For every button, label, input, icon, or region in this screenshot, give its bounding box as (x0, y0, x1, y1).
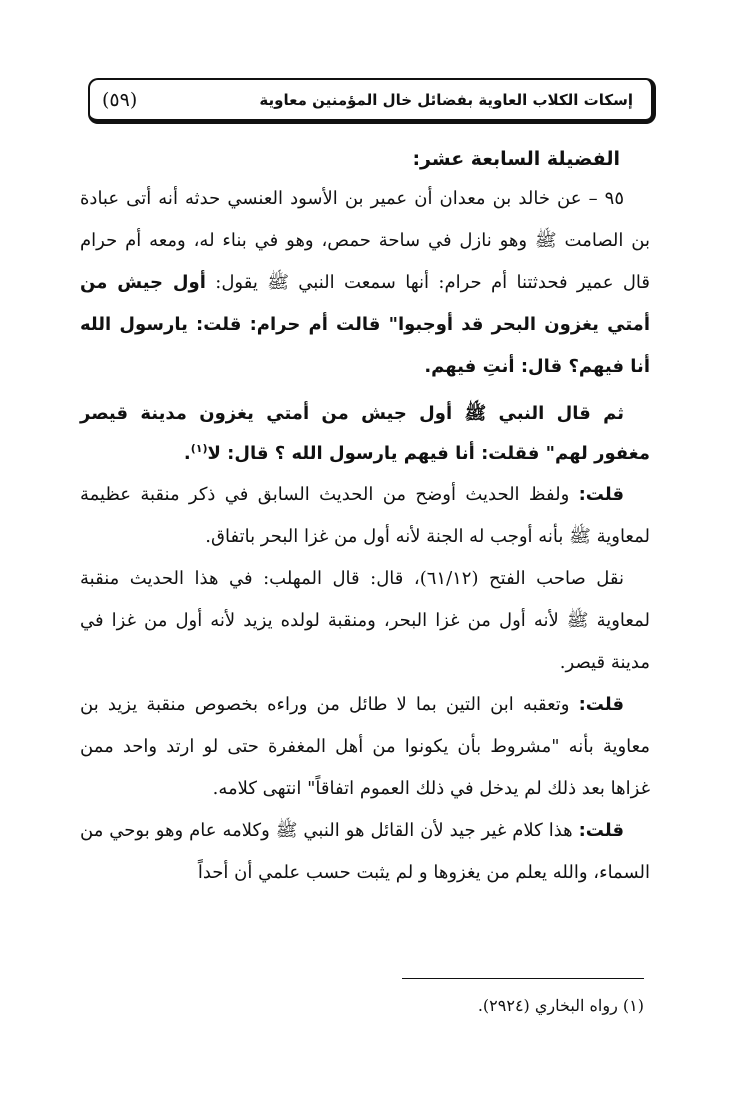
commentary-paragraph-2 (80, 684, 650, 810)
bold-paragraph-end: . (183, 443, 191, 464)
commentary-paragraph-1 (80, 474, 650, 558)
footnote: (١) رواه البخاري (٢٩٢٤). (477, 996, 644, 1015)
footnote-reference: (١) (190, 442, 208, 455)
hadith-number: ٩٥ – (588, 188, 624, 209)
commentary-label: قلت: (578, 820, 624, 841)
footnote-divider (402, 978, 644, 979)
commentary-paragraph-3 (80, 810, 650, 894)
commentary-text: وتعقبه ابن التين بما لا طائل من وراءه بخصوص منقبة يزيد بن معاوية بأنه "مشروط بأن يكونوا من أهل المغفرة حتى لو ارتد واحد ممن غزاها بعد ذلك لم يدخل في ذلك العموم اتفاقاً" انتهى كلامه. (80, 694, 650, 799)
page-body (80, 140, 650, 894)
hadith-text: عن خالد بن معدان أن عمير بن الأسود العنسي حدثه أنه أتى عبادة بن الصامت ﷺ وهو نازل في ساحة حمص، وهو في بناء له، ومعه أم حرام قال عمير فحدثتنا أم حرام: أنها سمعت النبي ﷺ يقول: (80, 188, 650, 293)
commentary-text: هذا كلام غير جيد لأن القائل هو النبي ﷺ وكلامه عام وهو بوحي من السماء، والله يعلم من يغزوها و لم يثبت حسب علمي أن أحداً (80, 820, 650, 883)
hadith-bold-text: أول جيش من أمتي يغزون البحر قد أوجبوا" قالت أم حرام: قلت: يارسول الله أنا فيهم؟ قال: أنتِ فيهم. (80, 272, 650, 377)
running-header (88, 78, 656, 124)
book-title: إسكات الكلاب العاوية بفضائل خال المؤمنين معاوية (259, 90, 633, 109)
bold-paragraph (80, 394, 650, 474)
commentary-text: ولفظ الحديث أوضح من الحديث السابق في ذكر منقبة عظيمة لمعاوية ﷺ بأنه أوجب له الجنة لأنه أول من غزا البحر باتفاق. (80, 484, 650, 547)
quote-paragraph (80, 558, 650, 684)
section-title: الفضيلة السابعة عشر: (412, 148, 620, 170)
page-number: (٥٩) (102, 88, 138, 111)
commentary-label: قلت: (578, 694, 624, 715)
commentary-label: قلت: (578, 484, 624, 505)
quote-text: نقل صاحب الفتح (٦١/١٢)، قال: قال المهلب: في هذا الحديث منقبة لمعاوية ﷺ لأنه أول من غزا البحر، ومنقبة لولده يزيد لأنه أول من غزا في مدينة قيصر. (80, 568, 650, 673)
hadith-paragraph (80, 178, 650, 388)
bold-paragraph-text: ثم قال النبي ﷺ أول جيش من أمتي يغزون مدينة قيصر مغفور لهم" فقلت: أنا فيهم يارسول الله ؟ قال: لا (80, 403, 650, 464)
